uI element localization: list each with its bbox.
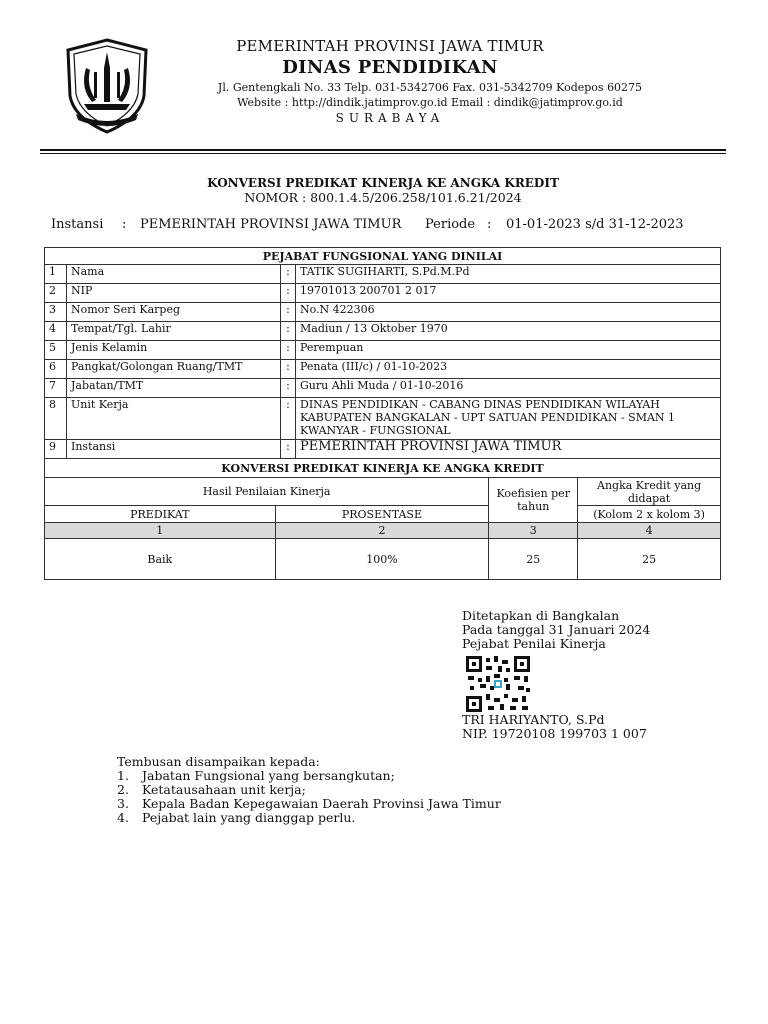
cc-item-text: Pejabat lain yang dianggap perlu. [142, 810, 356, 825]
row-no: 1 [45, 265, 67, 284]
document-number: NOMOR : 800.1.4.5/206.258/101.6.21/2024 [244, 190, 522, 205]
row-no: 6 [45, 360, 67, 379]
cc-item-text: Ketatausahaan unit kerja; [142, 782, 306, 797]
row-colon: : [281, 341, 296, 360]
list-item [117, 769, 395, 783]
predikat-header: PREDIKAT [45, 506, 276, 523]
document-title: KONVERSI PREDIKAT KINERJA KE ANGKA KREDIT [207, 176, 559, 190]
row-value: DINAS PENDIDIKAN - CABANG DINAS PENDIDIKAN WILAYAH KABUPATEN BANGKALAN - UPT SATUAN PENDIDIKAN - SMAN 1 KWANYAR - FUNGSIONAL [296, 398, 721, 440]
row-value: 19701013 200701 2 017 [296, 284, 721, 303]
angka-kredit-header: Angka Kredit yang didapat [578, 478, 721, 506]
table-row [45, 539, 721, 580]
cc-title: Tembusan disampaikan kepada: [117, 754, 320, 769]
header-address: Jl. Gentengkali No. 33 Telp. 031-5342706 Fax. 031-5342709 Kodepos 60275 [217, 81, 643, 94]
list-item [117, 783, 306, 797]
row-colon: : [281, 379, 296, 398]
row-value: Penata (III/c) / 01-10-2023 [296, 360, 721, 379]
cc-item-text: Jabatan Fungsional yang bersangkutan; [142, 768, 395, 783]
row-label: Pangkat/Golongan Ruang/TMT [67, 360, 281, 379]
col-number: 4 [578, 523, 721, 539]
row-label: Nama [67, 265, 281, 284]
conversion-table [44, 458, 721, 580]
row-colon: : [281, 398, 296, 440]
prosentase-value: 100% [275, 539, 489, 580]
table-row [45, 303, 721, 322]
row-label: Jabatan/TMT [67, 379, 281, 398]
col-number: 3 [489, 523, 578, 539]
signature-date: Pada tanggal 31 Januari 2024 [462, 622, 651, 637]
row-colon: : [281, 322, 296, 341]
instansi-label: Instansi [51, 217, 104, 232]
list-item [117, 797, 501, 811]
official-table [44, 247, 721, 459]
cc-item-number: 4. [117, 810, 129, 825]
row-value: Perempuan [296, 341, 721, 360]
row-colon: : [281, 360, 296, 379]
table-row [45, 265, 721, 284]
row-value: Madiun / 13 Oktober 1970 [296, 322, 721, 341]
row-label: Instansi [67, 440, 281, 459]
row-label: Nomor Seri Karpeg [67, 303, 281, 322]
cc-item-number: 1. [117, 768, 129, 783]
cc-item-number: 3. [117, 796, 129, 811]
koefisien-header: Koefisien per tahun [489, 478, 578, 523]
instansi-colon: : [122, 217, 127, 232]
row-value: TATIK SUGIHARTI, S.Pd.M.Pd [296, 265, 721, 284]
table-row [45, 440, 721, 459]
header-agency: DINAS PENDIDIKAN [282, 57, 498, 78]
row-value: PEMERINTAH PROVINSI JAWA TIMUR [296, 440, 721, 459]
periode-value: 01-01-2023 s/d 31-12-2023 [506, 217, 684, 232]
table-row [45, 284, 721, 303]
signature-nip: NIP. 19720108 199703 1 007 [462, 726, 647, 741]
header-city: SURABAYA [335, 111, 445, 125]
signature-place: Ditetapkan di Bangkalan [462, 608, 620, 623]
row-no: 7 [45, 379, 67, 398]
row-colon: : [281, 284, 296, 303]
header-website: Website : http://dindik.jatimprov.go.id Email : dindik@jatimprov.go.id [237, 96, 623, 109]
conversion-table-heading: KONVERSI PREDIKAT KINERJA KE ANGKA KREDIT [45, 459, 721, 478]
signature-name: TRI HARIYANTO, S.Pd [462, 712, 605, 727]
row-colon: : [281, 265, 296, 284]
cc-item-number: 2. [117, 782, 129, 797]
hasil-penilaian-header: Hasil Penilaian Kinerja [45, 478, 489, 506]
table-row [45, 322, 721, 341]
coat-of-arms-logo [64, 38, 150, 134]
instansi-value: PEMERINTAH PROVINSI JAWA TIMUR [140, 217, 402, 232]
header-government: PEMERINTAH PROVINSI JAWA TIMUR [236, 37, 544, 55]
table-row [45, 379, 721, 398]
col-number: 2 [275, 523, 489, 539]
header-rule-thick [40, 149, 726, 151]
angka-kredit-value: 25 [578, 539, 721, 580]
row-no: 2 [45, 284, 67, 303]
koefisien-value: 25 [489, 539, 578, 580]
periode-label: Periode [425, 217, 476, 232]
row-label: Unit Kerja [67, 398, 281, 440]
prosentase-header: PROSENTASE [275, 506, 489, 523]
row-no: 4 [45, 322, 67, 341]
table-row [45, 398, 721, 440]
qr-code-icon [466, 656, 530, 712]
periode-colon: : [487, 217, 492, 232]
row-label: NIP [67, 284, 281, 303]
official-table-heading: PEJABAT FUNGSIONAL YANG DINILAI [45, 248, 721, 265]
row-no: 9 [45, 440, 67, 459]
table-row [45, 341, 721, 360]
row-no: 3 [45, 303, 67, 322]
table-row [45, 360, 721, 379]
row-value: No.N 422306 [296, 303, 721, 322]
cc-item-text: Kepala Badan Kepegawaian Daerah Provinsi Jawa Timur [142, 796, 501, 811]
row-colon: : [281, 440, 296, 459]
row-no: 5 [45, 341, 67, 360]
predikat-value: Baik [45, 539, 276, 580]
header-rule-thin [40, 153, 726, 154]
col-number: 1 [45, 523, 276, 539]
signature-role: Pejabat Penilai Kinerja [462, 636, 606, 651]
row-no: 8 [45, 398, 67, 440]
row-value: Guru Ahli Muda / 01-10-2016 [296, 379, 721, 398]
row-label: Tempat/Tgl. Lahir [67, 322, 281, 341]
angka-kredit-subheader: (Kolom 2 x kolom 3) [578, 506, 721, 523]
list-item [117, 811, 355, 825]
row-label: Jenis Kelamin [67, 341, 281, 360]
row-colon: : [281, 303, 296, 322]
